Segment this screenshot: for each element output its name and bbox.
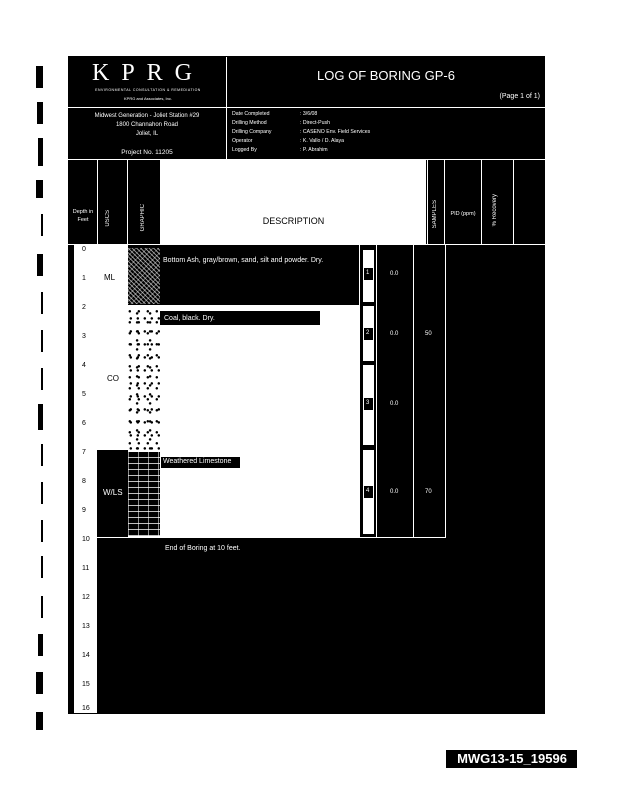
col-divider: [513, 160, 514, 244]
info-value: : P. Abrahim: [300, 147, 328, 153]
depth-tick: 1: [82, 275, 86, 282]
depth-tick: 10: [82, 536, 90, 543]
project-block: [70, 110, 224, 158]
depth-tick: 2: [82, 304, 86, 311]
depth-tick: 13: [82, 623, 90, 630]
project-number: Project No. 11205: [121, 149, 173, 156]
uscs-label: CO: [107, 374, 119, 383]
samples-rule: [445, 245, 446, 537]
depth-scale: [68, 245, 97, 713]
depth-tick: 5: [82, 391, 86, 398]
col-samples: SAMPLES: [432, 200, 438, 229]
depth-tick: 12: [82, 594, 90, 601]
sample-number: 3: [366, 400, 370, 406]
limestone-pattern: [128, 452, 160, 536]
logo-text: KPRG: [91, 60, 205, 86]
site-address: 1800 Channahon Road: [115, 122, 179, 128]
recovery-value: 50: [425, 331, 432, 337]
col-divider: [127, 160, 128, 244]
col-divider: [427, 160, 428, 244]
info-value: : 3/6/08: [300, 111, 318, 117]
depth-tick: 11: [82, 565, 90, 572]
depth-tick: 7: [82, 449, 86, 456]
depth-tick: 16: [82, 705, 90, 712]
pid-value: 0.0: [390, 489, 399, 495]
info-value: : K. Vallo / D. Alaya: [300, 138, 345, 144]
layer-description: Weathered Limestone: [163, 458, 232, 465]
col-graphic: GRAPHIC: [140, 204, 146, 232]
col-pid: PID (ppm): [450, 211, 476, 217]
info-label: Operator: [232, 138, 253, 144]
layer-description: Bottom Ash, gray/brown, sand, silt and powder. Dry.: [163, 257, 324, 264]
info-label: Date Completed: [232, 111, 270, 117]
depth-tick: 6: [82, 420, 86, 427]
uscs-label: W/LS: [103, 488, 123, 497]
end-of-boring-note: End of Boring at 10 feet.: [165, 545, 241, 552]
uscs-label: ML: [104, 273, 116, 282]
col-recovery: % Recovery: [492, 194, 498, 227]
depth-scale-edge: [68, 245, 74, 713]
layer-description: Coal, black. Dry.: [164, 315, 215, 322]
col-uscs: USCS: [105, 210, 111, 227]
col-depth: Depth in Feet: [72, 209, 94, 223]
bottom-ash-row: [160, 245, 359, 303]
logo-subtitle: KPRG and Associates, Inc.: [123, 96, 173, 101]
info-value: : Direct-Push: [300, 120, 330, 126]
site-city: Joliet, IL: [135, 131, 159, 137]
client-name: Midwest Generation - Joliet Station #29: [94, 113, 200, 119]
sample-number: 1: [366, 270, 370, 276]
depth-tick: 0: [82, 246, 86, 253]
depth-tick: 3: [82, 333, 86, 340]
recovery-value: 70: [425, 489, 432, 495]
samples-rule: [413, 245, 414, 537]
samples-rule: [376, 245, 377, 537]
sample-number: 4: [366, 488, 370, 494]
info-label: Logged By: [232, 147, 257, 153]
description-header-box: [161, 160, 426, 244]
pid-value: 0.0: [390, 331, 399, 337]
depth-tick: 8: [82, 478, 86, 485]
logo: [70, 58, 226, 106]
logo-tagline: ENVIRONMENTAL CONSULTATION & REMEDIATION: [95, 88, 201, 92]
info-value: : CASENO Env. Field Services: [300, 129, 371, 135]
log-title: LOG OF BORING GP-6: [317, 68, 455, 83]
bottom-ash-pattern: [128, 248, 160, 304]
info-label: Drilling Method: [232, 120, 267, 126]
depth-tick: 9: [82, 507, 86, 514]
samples-rule: [359, 245, 360, 537]
header-divider-vertical: [226, 57, 227, 159]
boring-info: [232, 111, 542, 159]
col-description: DESCRIPTION: [262, 216, 325, 226]
end-rule: [97, 537, 446, 538]
depth-tick: 15: [82, 681, 90, 688]
column-header: [68, 160, 545, 244]
pid-value: 0.0: [390, 271, 399, 277]
header-divider-horizontal: [68, 107, 545, 108]
coal-pattern: [128, 308, 160, 450]
col-divider: [444, 160, 445, 244]
document-id: MWG13-15_19596: [457, 751, 567, 766]
col-divider: [97, 160, 98, 244]
depth-tick: 4: [82, 362, 86, 369]
sample-number: 2: [366, 330, 370, 336]
info-label: Drilling Company: [232, 129, 272, 135]
depth-tick: 14: [82, 652, 90, 659]
pid-value: 0.0: [390, 401, 399, 407]
page-number: (Page 1 of 1): [499, 93, 540, 100]
col-divider: [481, 160, 482, 244]
